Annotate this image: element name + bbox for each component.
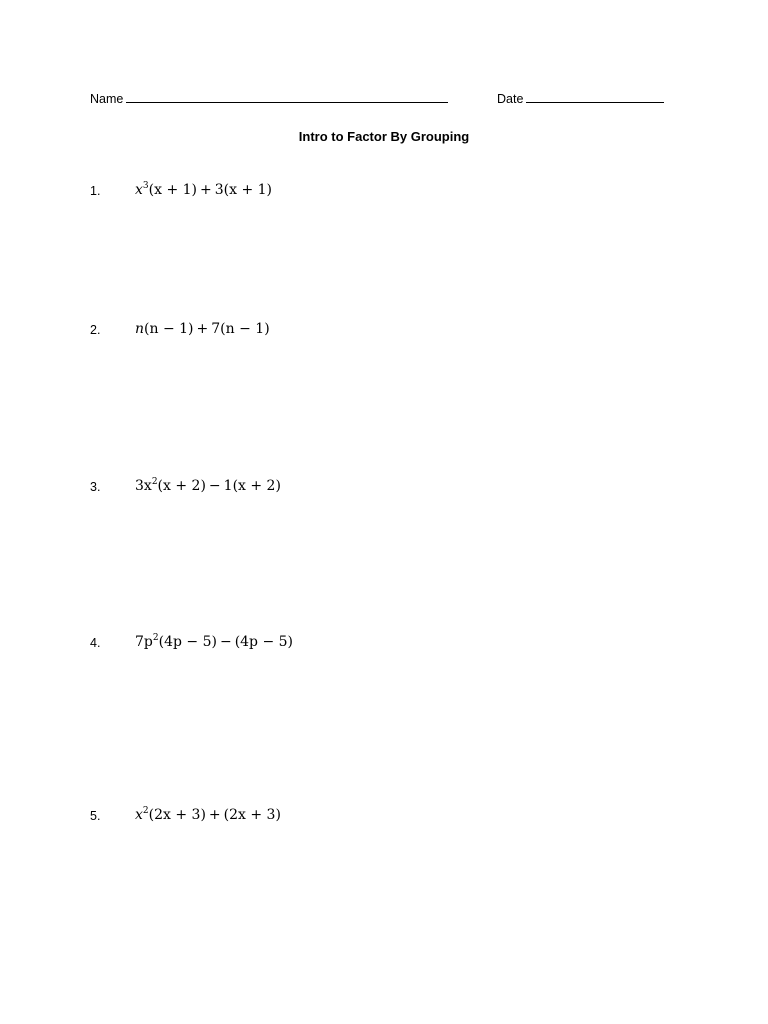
problem-expression xyxy=(135,182,272,198)
expr-coefficient: 1 xyxy=(223,478,233,494)
worksheet-title: Intro to Factor By Grouping xyxy=(298,129,470,144)
problem-expression xyxy=(135,807,281,823)
expr-operator: − xyxy=(208,478,221,494)
problem-number: 5. xyxy=(90,809,101,823)
problem-expression xyxy=(135,478,281,494)
name-label: Name xyxy=(90,92,124,106)
expr-coefficient: 3 xyxy=(214,182,224,198)
expr-operator: − xyxy=(219,634,232,650)
name-field[interactable] xyxy=(90,92,448,106)
expr-factor: (x + 1) xyxy=(223,182,273,198)
expr-factor: (2x + 3) xyxy=(223,807,281,823)
expr-exponent: 2 xyxy=(151,477,158,487)
expr-factor: (n − 1) xyxy=(220,321,270,337)
expr-term: x xyxy=(135,807,143,823)
expr-operator: + xyxy=(208,807,221,823)
expr-term: n xyxy=(135,321,145,337)
name-blank-line[interactable] xyxy=(126,92,448,103)
date-field[interactable] xyxy=(497,92,664,106)
expr-factor: (x + 1) xyxy=(148,182,197,198)
expr-term: x xyxy=(135,182,143,198)
problem-expression xyxy=(135,321,270,337)
expr-operator: + xyxy=(196,321,209,337)
problem-number: 3. xyxy=(90,480,101,494)
expr-term: 7p xyxy=(135,634,153,650)
date-blank-line[interactable] xyxy=(526,92,664,103)
expr-factor: (4p − 5) xyxy=(234,634,294,650)
expr-coefficient: 7 xyxy=(211,321,221,337)
problem-number: 2. xyxy=(90,323,101,337)
expr-exponent: 2 xyxy=(152,633,159,643)
expr-exponent: 3 xyxy=(142,181,149,191)
expr-term: 3x xyxy=(135,478,152,494)
date-label: Date xyxy=(497,92,524,106)
expr-factor: (x + 2) xyxy=(232,478,281,494)
expr-factor: (4p − 5) xyxy=(158,634,217,650)
expr-exponent: 2 xyxy=(142,806,149,816)
problem-expression xyxy=(135,634,293,650)
expr-factor: (2x + 3) xyxy=(148,807,206,823)
expr-operator: + xyxy=(200,182,212,198)
expr-factor: (n − 1) xyxy=(144,321,194,337)
expr-factor: (x + 2) xyxy=(157,478,206,494)
problem-number: 4. xyxy=(90,636,101,650)
problem-number: 1. xyxy=(90,184,101,198)
